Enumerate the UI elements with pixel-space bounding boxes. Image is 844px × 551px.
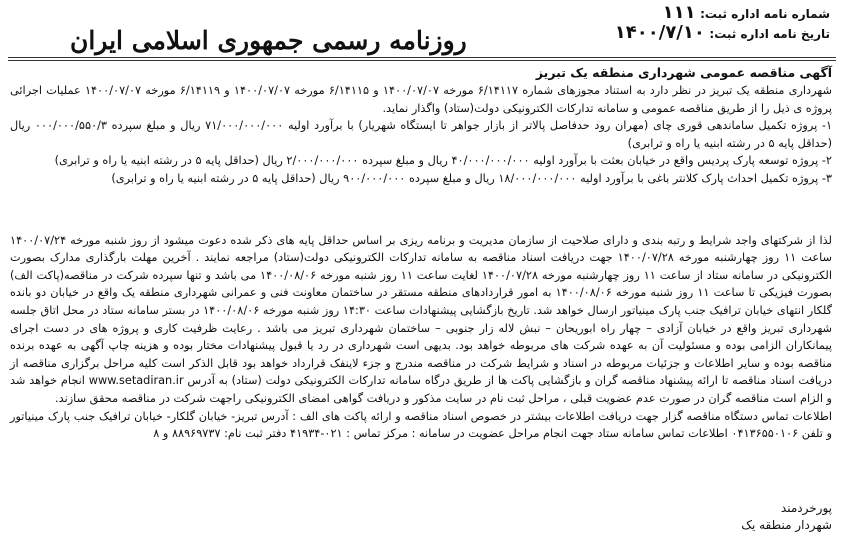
paragraph-gap xyxy=(10,188,832,232)
header-divider xyxy=(8,57,836,58)
registration-date-value: ۱۴۰۰/۷/۱۰ xyxy=(614,22,705,43)
notice-body xyxy=(10,64,832,443)
notice-title: آگهی مناقصه عمومی شهرداری منطقه یک تبریز xyxy=(535,65,832,80)
project-item-3: ۳- پروژه تکمیل احداث پارک کلانتر باغی با برآورد اولیه ۱۸/۰۰۰/۰۰۰/۰۰۰ ریال و مبلغ سپرده ۹۰۰/۰۰۰/۰۰۰ ریال (حداقل پایه ۵ در رشته ابنیه یا راه و ترابری) xyxy=(111,171,832,185)
registration-number xyxy=(663,2,830,23)
signer-name: پورخردمند xyxy=(780,501,832,515)
registration-number-value: ۱۱۱ xyxy=(662,2,696,23)
newspaper-title: روزنامه رسمی جمهوری اسلامی ایران xyxy=(70,26,467,55)
signature-block xyxy=(741,500,832,534)
notice-intro: شهرداری منطقه یک تبریز در نظر دارد به استناد مجوزهای شماره ۶/۱۴۱۱۷ مورخه ۱۴۰۰/۰۷/۰۷ و ۶/۱۴۱۱۵ مورخه ۱۴۰۰/۰۷/۰۷ و ۶/۱۴۱۱۹ مورخه ۱۴۰۰/۰۷/۰۷ عملیات اجرائی پروژه ی ذیل را از طریق مناقصه عمومی و سامانه تدارکات الکترونیکی دولت(ستاد) واگذار نماید. xyxy=(10,84,832,115)
header-divider-secondary xyxy=(8,60,836,61)
project-item-2: ۲- پروژه توسعه پارک پردیس واقع در خیابان بعثت با برآورد اولیه ۴۰/۰۰۰/۰۰۰/۰۰۰ ریال و مبلغ سپرده ۲/۰۰۰/۰۰۰/۰۰۰ ریال (حداقل پایه ۵ در رشته ابنیه یا راه و ترابری) xyxy=(54,154,832,168)
contact-info: اطلاعات تماس دستگاه مناقصه گزار جهت دریافت اطلاعات بیشتر در خصوص اسناد مناقصه و ارائه پاکت های الف : آدرس تبریز- خیابان گلکار- خیابان ترافیک جنب پارک مینیاتور و تلفن ۰۴۱۳۶۵۵۰۱۰۶ اطلاعات تماس سامانه ستاد جهت انجام مراحل عضویت در سامانه : مرکز تماس : ۰۲۱-۴۱۹۳۴ دفتر ثبت نام: ۸۸۹۶۹۷۳۷ و ۸ xyxy=(10,409,832,441)
registration-date xyxy=(615,22,830,43)
signer-title: شهردار منطقه یک xyxy=(741,518,832,532)
registration-number-label: شماره نامه اداره ثبت: xyxy=(700,7,830,21)
project-item-1: ۱- پروژه تکمیل ساماندهی قوری چای (مهران رود حدفاصل پالاتر از بازار جواهر تا ایستگاه شهریار) با برآورد اولیه ۷۱/۰۰۰/۰۰۰/۰۰۰ ریال و مبلغ سپرده ۰۰۰/۰۰۰/۵۵۰/۳ ریال (حداقل پایه ۵ در رشته ابنیه یا راه و ترابری) xyxy=(10,119,833,150)
registration-date-label: تاریخ نامه اداره ثبت: xyxy=(709,27,830,41)
notice-main-text: لذا از شرکتهای واجد شرایط و رتبه بندی و دارای صلاحیت از سازمان مدیریت و برنامه ریزی بر اساس حداقل پایه های ذکر شده دعوت میشود از روز شنبه مورخه ۱۴۰۰/۰۷/۲۴ ساعت ۱۱ روز چهارشنبه مورخه ۱۴۰۰/۰۷/۲۸ جهت دریافت اسناد مناقصه به سامانه تدارکات الکترونیکی دولت(ستاد) مراجعه نمایند . آخرین مهلت بارگذاری مدارک بصورت الکترونیکی در سامانه ستاد از ساعت ۱۱ روز چهارشنبه مورخه ۱۴۰۰/۰۷/۲۸ لغایت ساعت ۱۱ روز شنبه مورخه ۱۴۰۰/۰۸/۰۶ می باشد و تنها سپرده شرکت در مناقصه(پاکت الف) بصورت فیزیکی تا ساعت ۱۱ روز شنبه مورخه ۱۴۰۰/۰۸/۰۶ به امور قراردادهای منطقه مستقر در ساختمان معاونت فنی و عمرانی شهرداری منطقه یک واقع در خیابان دو بانده گلکار انتهای خیابان ترافیک جنب پارک مینیاتور ارسال خواهد شد. تاریخ بازگشایی پیشنهادات ساعت ۱۴:۳۰ روز شنبه مورخه ۱۴۰۰/۰۸/۰۶ در بستر سامانه ستاد در محل اتاق جلسه شهرداری تبریز واقع در خیابان آزادی – چهار راه ابوریحان – نبش لاله زار جنوبی – ساختمان شهرداری تبریز می باشد . رعایت ظرفیت کاری و پروژه های در دست اجرای پیمانکاران الزامی بوده و مسئولیت آن به عهده شرکت های مربوطه خواهد بود. بدیهی است شهرداری در رد یا قبول پیشنهادات مختار بوده و هزینه چاپ آگهی به عهده برنده مناقصه بوده و سایر اطلاعات و جزئیات مربوطه در اسناد و شرایط شرکت در مناقصه مندرج و جزء لاینفک قرارداد خواهد بود قابل الذکر است کلیه مراحل برگزاری مناقصه از دریافت اسناد مناقصه تا ارائه پیشنهاد مناقصه گران و بازگشایی پاکت ها از طریق درگاه سامانه تدارکات الکترونیکی دولت (ستاد) به آدرس www.setadiran.ir انجام خواهد شد و الزام است مناقصه گران در صورت عدم عضویت قبلی ، مراحل ثبت نام در سایت مذکور و دریافت گواهی امضای الکترونیکی راجهت شرکت در مناقصه محقق سازند. xyxy=(10,233,833,405)
